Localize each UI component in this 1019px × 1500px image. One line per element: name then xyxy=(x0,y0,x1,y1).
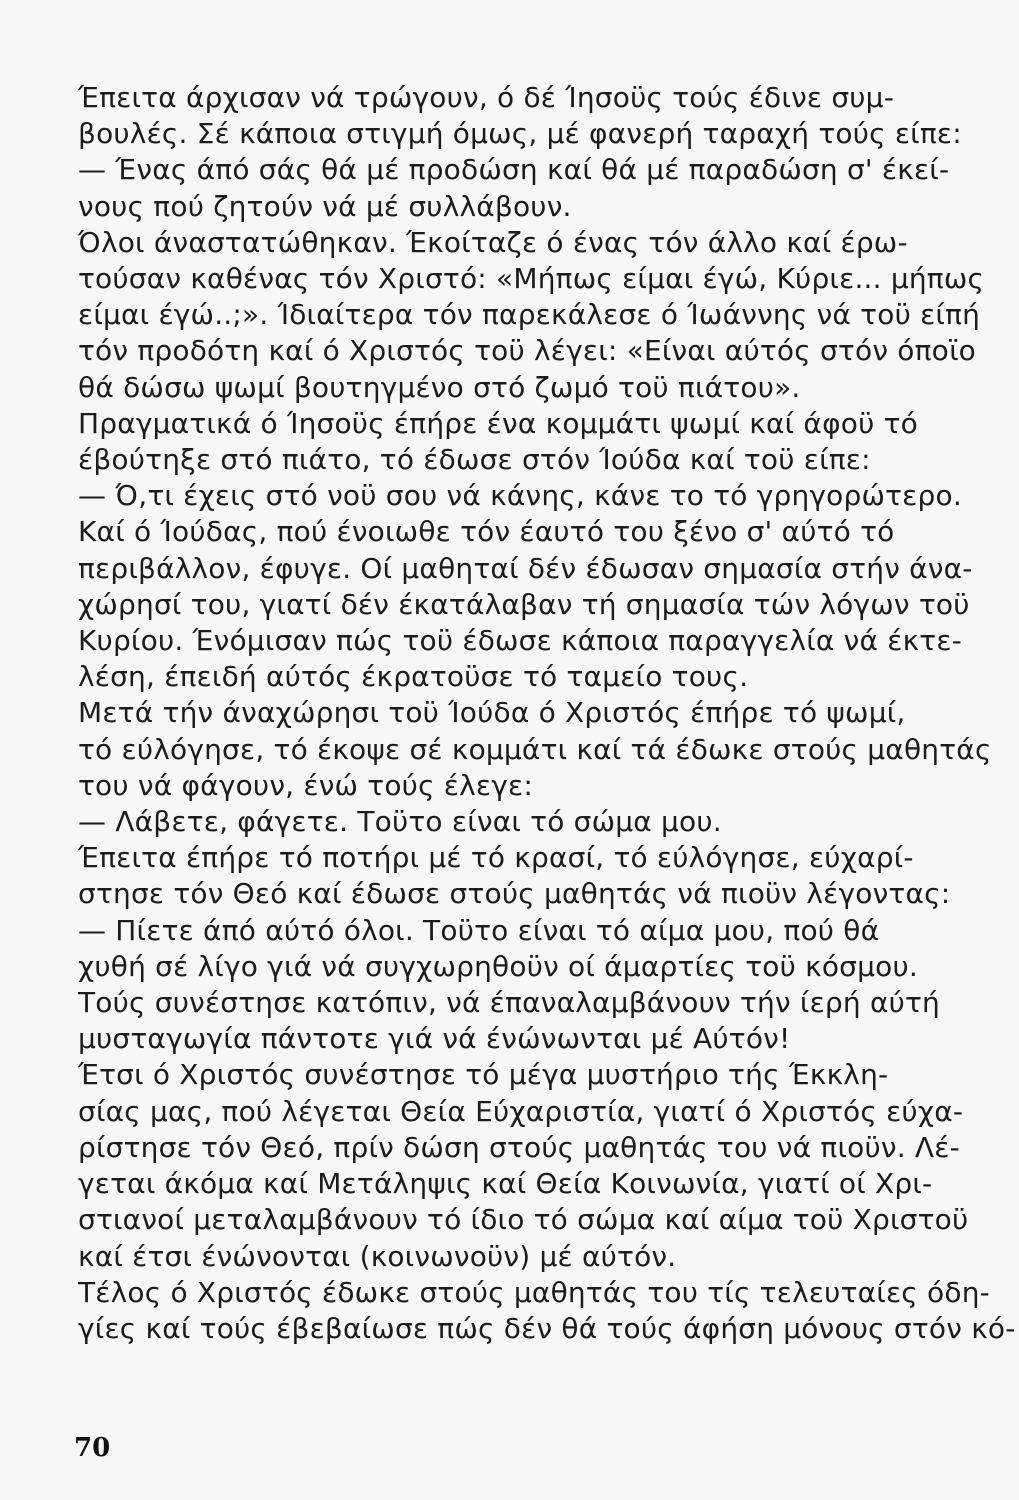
text-line: — Πίετε άπό αύτό όλοι. Τοϋτο είναι τό αίμα μου, πού θά xyxy=(78,913,880,947)
text-line: στησε τόν Θεό καί έδωσε στούς μαθητάς νά πιοϋν λέγοντας: xyxy=(78,877,951,911)
text-line: καί έτσι ένώνονται (κοινωνοϋν) μέ αύτόν. xyxy=(78,1239,677,1273)
text-line: — Λάβετε, φάγετε. Τοϋτο είναι τό σώμα μου. xyxy=(78,805,722,839)
text-line: Έτσι ό Χριστός συνέστησε τό μέγα μυστήριο τής Έκκλη- xyxy=(78,1058,889,1092)
text-line: θά δώσω ψωμί βουτηγμένο στό ζωμό τοϋ πιάτου». xyxy=(78,370,801,404)
text-line: Πραγματικά ό Ίησοϋς έπήρε ένα κομμάτι ψωμί καί άφοϋ τό xyxy=(78,406,918,440)
text-line: Όλοι άναστατώθηκαν. Έκοίταζε ό ένας τόν άλλο καί έρω- xyxy=(78,225,908,259)
text-line: είμαι έγώ..;». Ίδιαίτερα τόν παρεκάλεσε ό Ίωάννης νά τοϋ είπή xyxy=(78,298,981,332)
text-line: τό εύλόγησε, τό έκοψε σέ κομμάτι καί τά έδωκε στούς μαθητάς xyxy=(78,732,992,766)
text-line: Καί ό Ίούδας, πού ένοιωθε τόν έαυτό του ξένο σ' αύτό τό xyxy=(78,515,895,549)
text-line: σίας μας, πού λέγεται Θεία Εύχαριστία, γιατί ό Χριστός εύχα- xyxy=(78,1094,964,1128)
text-line: γεται άκόμα καί Μετάληψις καί Θεία Κοινωνία, γιατί οί Χρι- xyxy=(78,1167,933,1201)
page-number: 70 xyxy=(74,1433,111,1463)
text-line: γίες καί τούς έβεβαίωσε πώς δέν θά τούς άφήση μόνους στόν κό- xyxy=(78,1311,1016,1345)
text-line: στιανοί μεταλαμβάνουν τό ίδιο τό σώμα καί αίμα τοϋ Χριστοϋ xyxy=(78,1203,969,1237)
text-line: ρίστησε τόν Θεό, πρίν δώση στούς μαθητάς του νά πιοϋν. Λέ- xyxy=(78,1130,960,1164)
text-line: έβούτηξε στό πιάτο, τό έδωσε στόν Ίούδα καί τοϋ είπε: xyxy=(78,443,871,477)
text-line: τόν προδότη καί ό Χριστός τοϋ λέγει: «Είναι αύτός στόν όποϊο xyxy=(78,334,976,368)
text-line: Κυρίου. Ένόμισαν πώς τοϋ έδωσε κάποια παραγγελία νά έκτε- xyxy=(78,624,962,658)
text-line: περιβάλλον, έφυγε. Οί μαθηταί δέν έδωσαν σημασία στήν άνα- xyxy=(78,551,973,585)
text-line: Τέλος ό Χριστός έδωκε στούς μαθητάς του τίς τελευταίες όδη- xyxy=(78,1275,990,1309)
text-line: — Ένας άπό σάς θά μέ προδώση καί θά μέ παραδώση σ' έκεί- xyxy=(78,153,950,187)
text-line: Έπειτα άρχισαν νά τρώγουν, ό δέ Ίησοϋς τούς έδινε συμ- xyxy=(78,81,895,114)
text-line: λέση, έπειδή αύτός έκρατοϋσε τό ταμείο τους. xyxy=(78,660,749,694)
text-line: βουλές. Σέ κάποια στιγμή όμως, μέ φανερή ταραχή τούς είπε: xyxy=(78,117,962,151)
text-line: — Ό,τι έχεις στό νοϋ σου νά κάνης, κάνε το τό γρηγορώτερο. xyxy=(78,479,962,513)
text-line: νους πού ζητούν νά μέ συλλάβουν. xyxy=(78,189,572,223)
text-line: του νά φάγουν, ένώ τούς έλεγε: xyxy=(78,768,533,802)
body-text xyxy=(78,80,1018,1347)
text-line: τούσαν καθένας τόν Χριστό: «Μήπως είμαι έγώ, Κύριε... μήπως xyxy=(78,262,985,296)
text-line: Έπειτα έπήρε τό ποτήρι μέ τό κρασί, τό εύλόγησε, εύχαρί- xyxy=(78,841,914,875)
text-line: χυθή σέ λίγο γιά νά συγχωρηθοϋν οί άμαρτίες τοϋ κόσμου. xyxy=(78,949,918,983)
text-line: Μετά τήν άναχώρησι τοϋ Ίούδα ό Χριστός έπήρε τό ψωμί, xyxy=(78,696,906,730)
text-line: μυσταγωγία πάντοτε γιά νά ένώνωνται μέ Αύτόν! xyxy=(78,1022,791,1056)
text-line: Τούς συνέστησε κατόπιν, νά έπαναλαμβάνουν τήν ίερή αύτή xyxy=(78,986,941,1020)
text-line: χώρησί του, γιατί δέν έκατάλαβαν τή σημασία τών λόγων τοϋ xyxy=(78,587,970,621)
